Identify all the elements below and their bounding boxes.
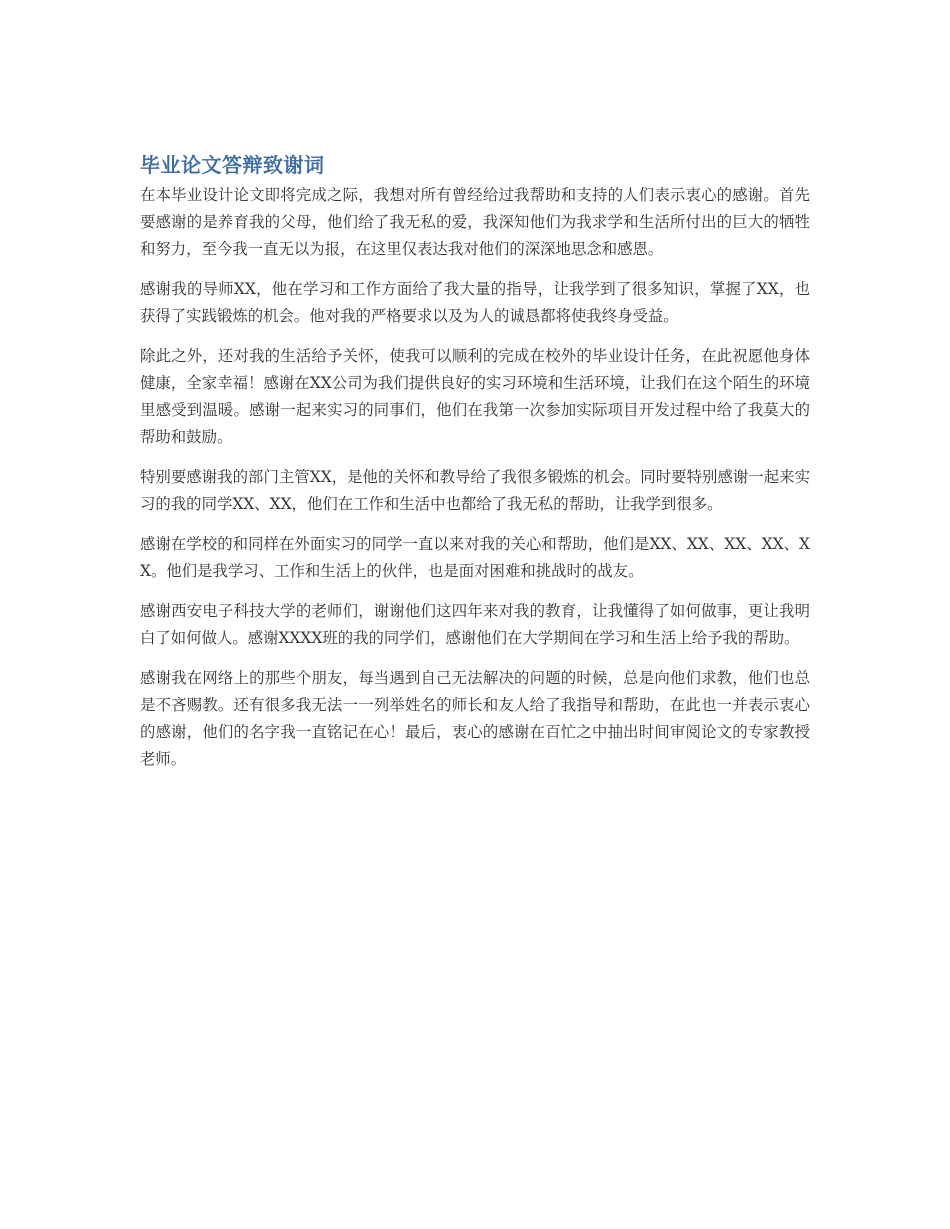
paragraph-parents: 在本毕业设计论文即将完成之际，我想对所有曾经给过我帮助和支持的人们表示衷心的感谢。首先要感谢的是养育我的父母，他们给了我无私的爱，我深知他们为我求学和生活所付出的巨大的牺牲和努力，至今我一直无以为报，在这里仅表达我对他们的深深地思念和感恩。 [140,186,810,258]
paragraph-supervisor: 特别要感谢我的部门主管XX，是他的关怀和教导给了我很多锻炼的机会。同时要特别感谢一起来实习的我的同学XX、XX，他们在工作和生活中也都给了我无私的帮助，让我学到很多。 [140,468,810,513]
document-page [140,150,810,786]
paragraph-advisor: 感谢我的导师XX，他在学习和工作方面给了我大量的指导，让我学到了很多知识，掌握了XX，也获得了实践锻炼的机会。他对我的严格要求以及为人的诚恳都将使我终身受益。 [140,280,810,325]
paragraph-company: 除此之外，还对我的生活给予关怀，使我可以顺利的完成在校外的毕业设计任务，在此祝愿他身体健康，全家幸福！感谢在XX公司为我们提供良好的实习环境和生活环境，让我们在这个陌生的环境里感受到温暖。感谢一起来实习的同事们，他们在我第一次参加实际项目开发过程中给了我莫大的帮助和鼓励。 [140,347,810,446]
paragraph-friends: 感谢我在网络上的那些个朋友，每当遇到自己无法解决的问题的时候，总是向他们求教，他们也总是不吝赐教。还有很多我无法一一列举姓名的师长和友人给了我指导和帮助，在此也一并表示衷心的感谢，他们的名字我一直铭记在心！最后，衷心的感谢在百忙之中抽出时间审阅论文的专家教授老师。 [140,669,810,768]
paragraph-teachers: 感谢西安电子科技大学的老师们，谢谢他们这四年来对我的教育，让我懂得了如何做事，更让我明白了如何做人。感谢XXXX班的我的同学们，感谢他们在大学期间在学习和生活上给予我的帮助。 [140,602,810,647]
paragraph-classmates: 感谢在学校的和同样在外面实习的同学一直以来对我的关心和帮助，他们是XX、XX、XX、XX、XX。他们是我学习、工作和生活上的伙伴，也是面对困难和挑战时的战友。 [140,535,810,580]
document-title: 毕业论文答辩致谢词 [140,153,325,177]
